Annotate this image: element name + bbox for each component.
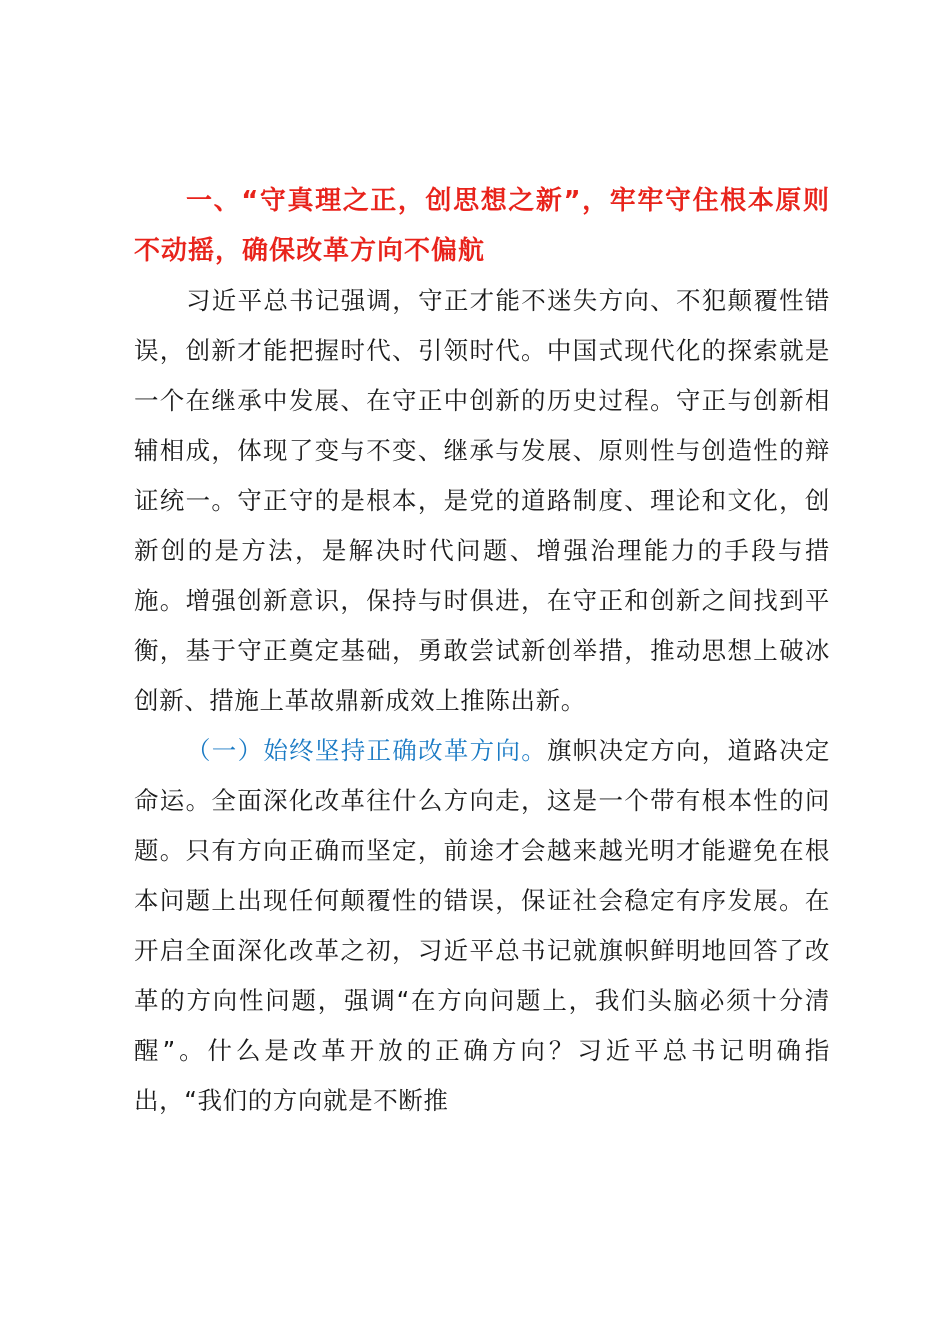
body-paragraph-2-text: 旗帜决定方向，道路决定命运。全面深化改革往什么方向走，这是一个带有根本性的问题。只有方向正确而坚定，前途才会越来越光明才能避免在根本问题上出现任何颠覆性的错误，保证社会稳定有序发展。在开启全面深化改革之初，习近平总书记就旗帜鲜明地回答了改革的方向性问题，强调“在方向问题上，我们头脑必须十分清醒”。什么是改革开放的正确方向？习近平总书记明确指出，“我们的方向就是不断推	[134, 736, 830, 1115]
section-heading: 一、“守真理之正，创思想之新”，牢牢守住根本原则不动摇，确保改革方向不偏航	[134, 186, 830, 266]
subheading-1: （一）始终坚持正确改革方向。	[186, 736, 548, 765]
body-paragraph-1: 习近平总书记强调，守正才能不迷失方向、不犯颠覆性错误，创新才能把握时代、引领时代。中国式现代化的探索就是一个在继承中发展、在守正中创新的历史过程。守正与创新相辅相成，体现了变与不变、继承与发展、原则性与创造性的辩证统一。守正守的是根本，是党的道路制度、理论和文化，创新创的是方法，是解决时代问题、增强治理能力的手段与措施。增强创新意识，保持与时俱进，在守正和创新之间找到平衡，基于守正奠定基础，勇敢尝试新创举措，推动思想上破冰创新、措施上革故鼎新成效上推陈出新。	[134, 286, 830, 715]
body-paragraph-2	[134, 726, 830, 1126]
document-page	[134, 176, 830, 1126]
